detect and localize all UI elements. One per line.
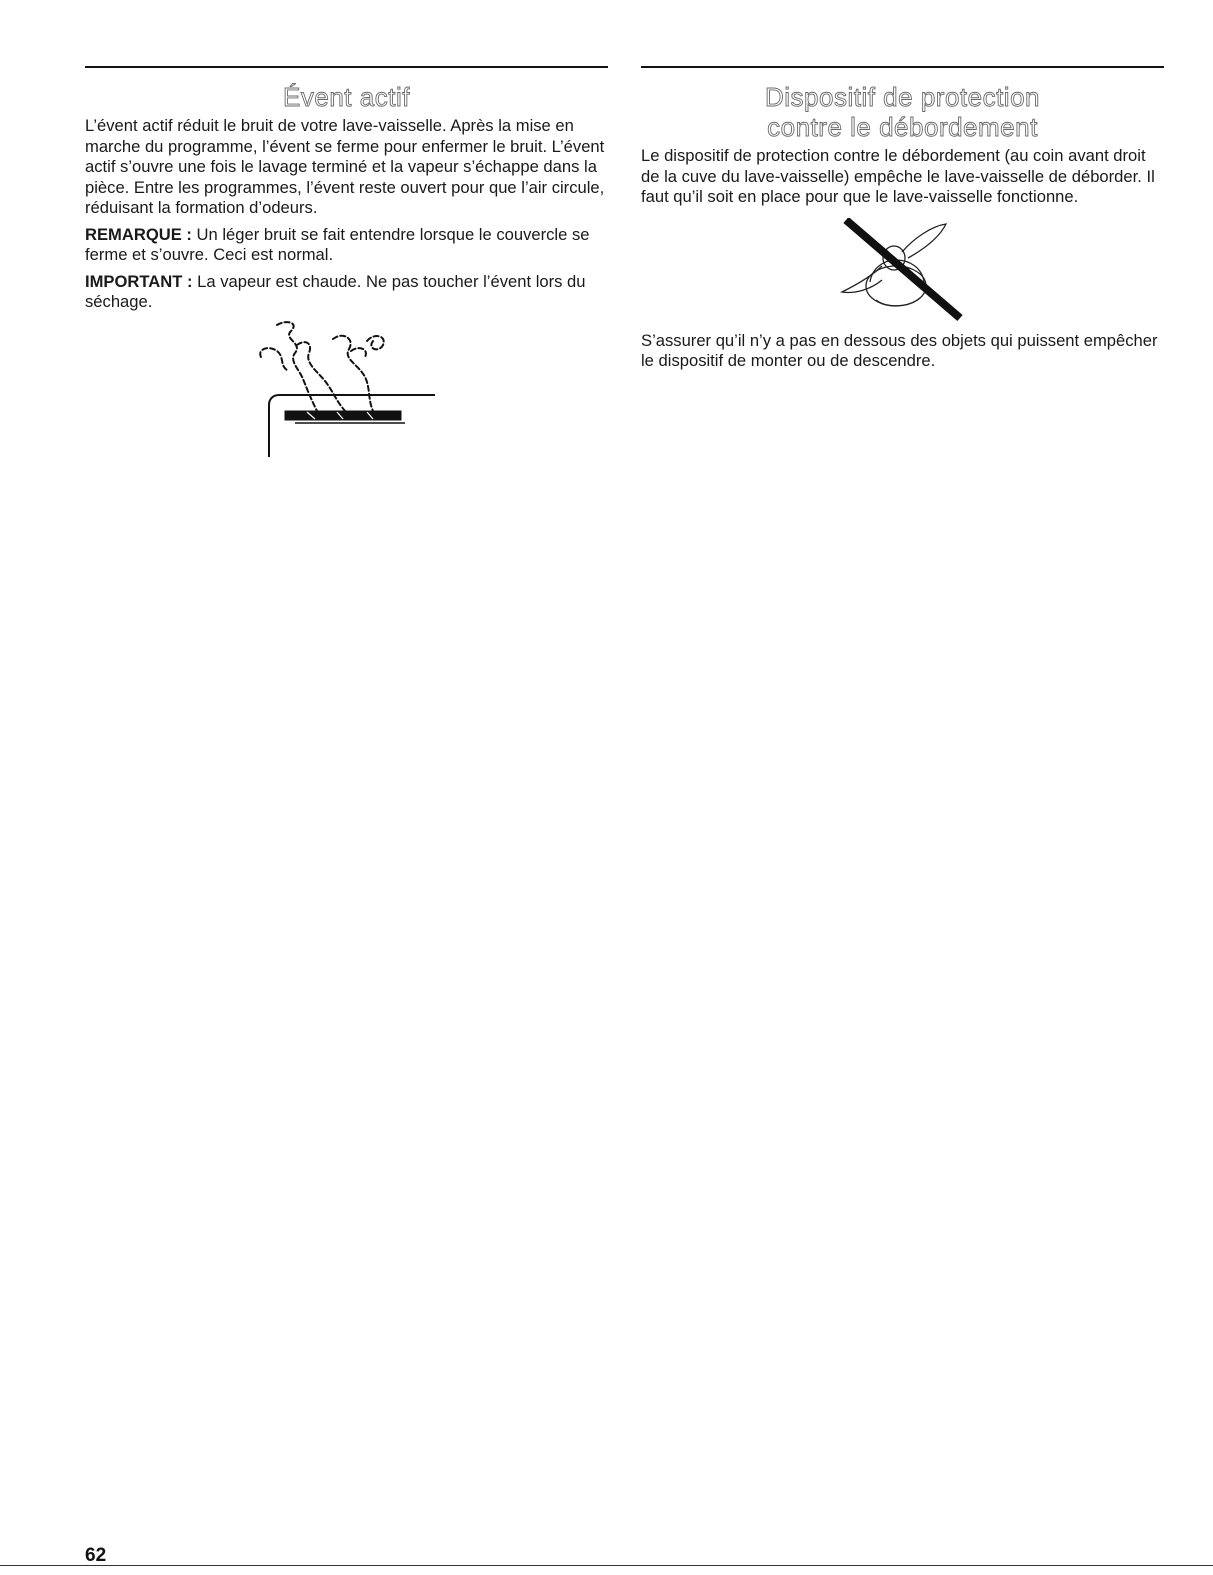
section-divider — [85, 66, 608, 68]
heading-line-2: contre le débordement — [767, 112, 1038, 142]
important-label: IMPORTANT : — [85, 271, 193, 291]
note-label: REMARQUE : — [85, 224, 192, 244]
section-overfill-protector — [641, 66, 1164, 378]
section-heading — [85, 82, 608, 112]
heading-line-1: Dispositif de protection — [764, 82, 1041, 112]
page-number: 62 — [85, 1545, 107, 1566]
page-bottom-rule — [0, 1565, 1213, 1566]
important-paragraph — [85, 272, 608, 313]
overfill-protector-crossed-icon — [836, 218, 966, 323]
important-text: La vapeur est chaude. Ne pas toucher l’évent lors du séchage. — [85, 271, 586, 311]
section-active-vent — [85, 66, 608, 459]
heading-text: Évent actif — [283, 82, 410, 112]
intro-paragraph: Le dispositif de protection contre le débordement (au coin avant droit de la cuve du lave-vaisselle) empêche le lave-vaisselle de déborder. Il faut qu’il soit en place pour que le lave-vaisselle fonctionne. — [641, 146, 1155, 206]
note-paragraph — [85, 225, 608, 266]
section-divider — [641, 66, 1164, 68]
section-heading — [641, 82, 1164, 142]
check-paragraph: S’assurer qu’il n’y a pas en dessous des objets qui puissent empêcher le dispositif de monter ou de descendre. — [641, 330, 1158, 370]
intro-paragraph: L’évent actif réduit le bruit de votre lave-vaisselle. Après la mise en marche du programme, l’évent se ferme pour enfermer le bruit. L’évent actif s’ouvre une fois le lavage terminé et la vapeur s’échappe dans la pièce. Entre les programmes, l’évent reste ouvert pour que l’air circule, réduisant la formation d’odeurs. — [85, 116, 605, 217]
steam-vent-icon — [255, 319, 445, 459]
note-text: Un léger bruit se fait entendre lorsque le couvercle se ferme et s’ouvre. Ceci est normal. — [85, 224, 590, 264]
